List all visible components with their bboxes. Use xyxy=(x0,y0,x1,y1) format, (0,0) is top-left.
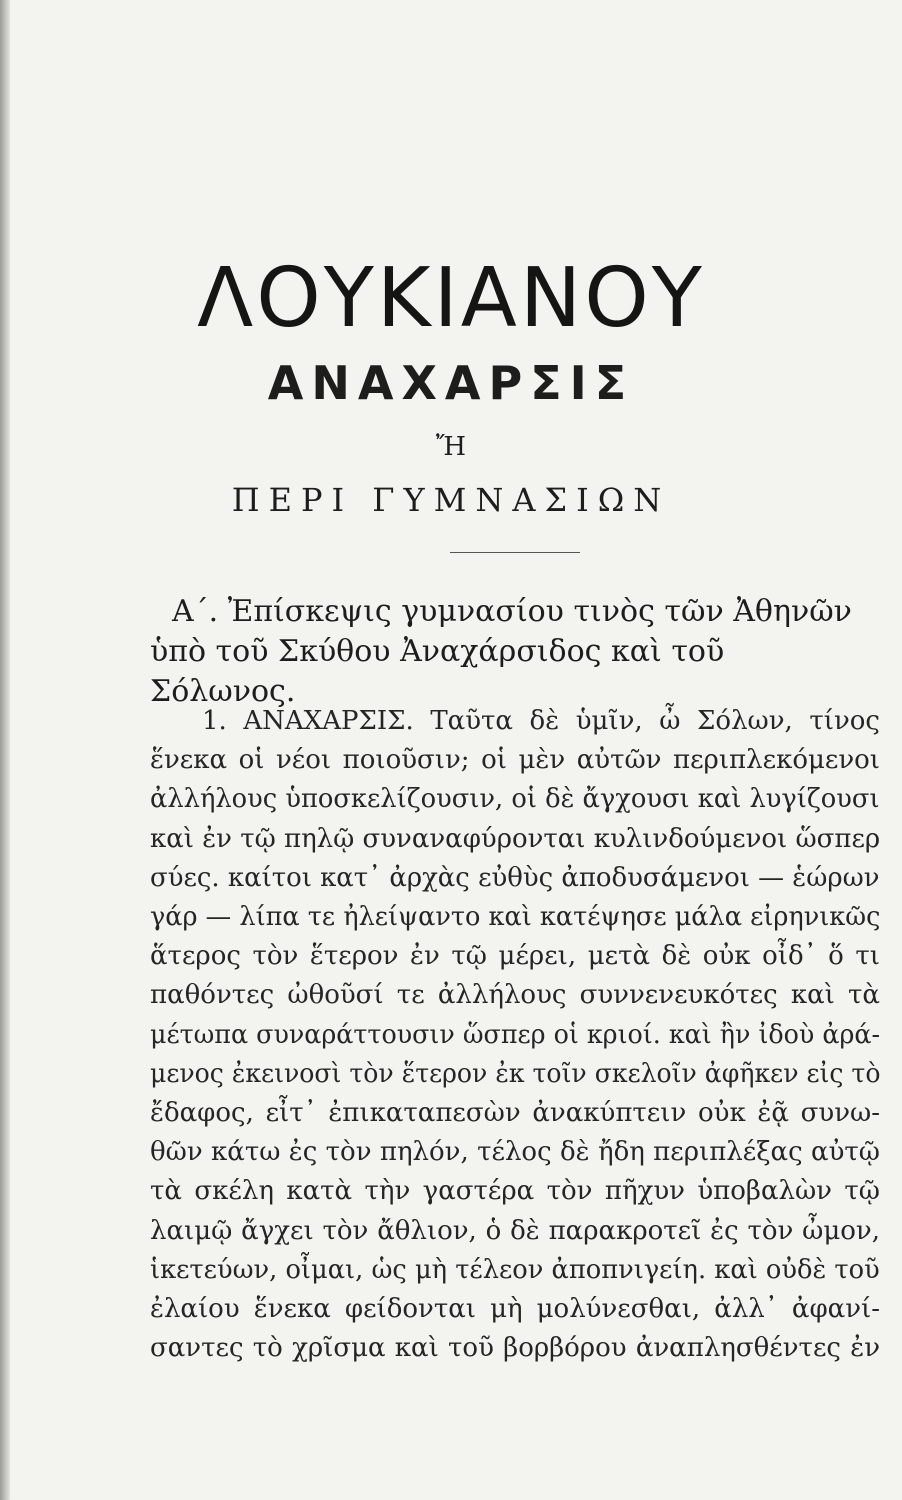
body-line: σύες. καίτοι κατ᾽ ἀρχὰς εὐθὺς ἀποδυσάμενοι — ἑώρων xyxy=(150,862,880,893)
author-title: ΛΟΥΚΙΑΝΟΥ xyxy=(197,251,705,346)
body-line: μέτωπα συναράττουσιν ὥσπερ οἱ κριοί. καὶ ἢν ἰδοὺ ἀρά- xyxy=(150,1019,881,1050)
body-line: παθόντες ὠθοῦσί τε ἀλλήλους συννενευκότες καὶ τὰ xyxy=(150,980,880,1011)
body-line: μενος ἐκεινοσὶ τὸν ἕτερον ἐκ τοῖν σκελοῖν ἀφῆκεν εἰς τὸ xyxy=(150,1058,881,1089)
body-line: 1. ΑΝΑΧΑΡΣΙΣ. Ταῦτα δὲ ὑμῖν, ὦ Σόλων, τίνος xyxy=(202,706,880,736)
body-paragraph xyxy=(150,702,880,1368)
body-line: καὶ ἐν τῷ πηλῷ συναναφύρονται κυλινδούμενοι ὥσπερ xyxy=(150,823,881,854)
body-line: σαντες τὸ χρῖσμα καὶ τοῦ βορβόρου ἀναπλησθέντες ἐν xyxy=(150,1333,880,1364)
body-line: ἀλλήλους ὑποσκελίζουσιν, οἱ δὲ ἄγχουσι καὶ λυγίζουσι xyxy=(150,784,880,815)
body-line: ἱκετεύων, οἶμαι, ὡς μὴ τέλεον ἀποπνιγείη. καὶ οὐδὲ τοῦ xyxy=(150,1254,880,1285)
page-edge-shadow xyxy=(0,0,10,1500)
body-line: ἔδαφος, εἶτ᾽ ἐπικαταπεσὼν ἀνακύπτειν οὐκ ἐᾷ συνω- xyxy=(150,1098,880,1129)
body-line: ἐλαίου ἕνεκα φείδονται μὴ μολύνεσθαι, ἀλλ᾽ ἀφανί- xyxy=(150,1294,880,1325)
body-line: ἅτερος τὸν ἕτερον ἐν τῷ μέρει, μετὰ δὲ οὐκ οἶδ᾽ ὅ τι xyxy=(150,941,880,972)
body-line: λαιμῷ ἄγχει τὸν ἄθλιον, ὁ δὲ παρακροτεῖ ἐς τὸν ὦμον, xyxy=(150,1215,880,1246)
section-heading-line-1: Α΄. Ἐπίσκεψις γυμνασίου τινὸς τῶν Ἀθηνῶν xyxy=(172,594,852,629)
body-line: τὰ σκέλη κατὰ τὴν γαστέρα τὸν πῆχυν ὑποβαλὼν τῷ xyxy=(150,1176,880,1207)
title-conjunction: Ἤ xyxy=(435,432,467,462)
body-line: γάρ — λίπα τε ἠλείψαντο καὶ κατέψησε μάλα εἰρηνικῶς xyxy=(150,902,881,933)
work-subtitle: ΠΕΡΙ ΓΥΜΝΑΣΙΩΝ xyxy=(231,481,671,519)
work-title: ΑΝΑΧΑΡΣΙΣ xyxy=(267,356,635,410)
title-divider xyxy=(450,552,580,553)
body-line: ἕνεκα οἱ νέοι ποιοῦσιν; οἱ μὲν αὐτῶν περιπλεκόμενοι xyxy=(150,745,880,776)
body-line: θῶν κάτω ἐς τὸν πηλόν, τέλος δὲ ἤδη περιπλέξας αὐτῷ xyxy=(150,1137,880,1168)
section-heading-line-2: ὑπὸ τοῦ Σκύθου Ἀναχάρσιδος καὶ τοῦ Σόλωνος. xyxy=(150,634,725,709)
section-heading xyxy=(150,592,870,712)
